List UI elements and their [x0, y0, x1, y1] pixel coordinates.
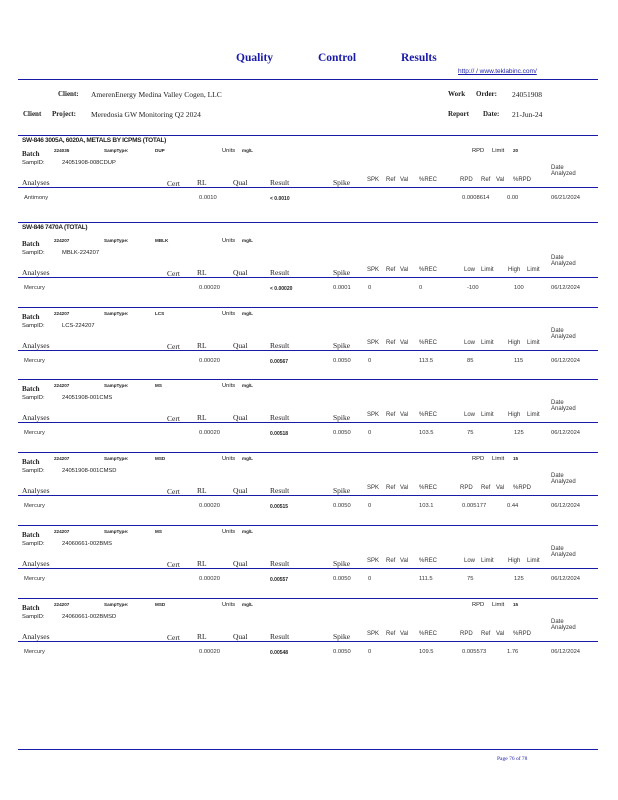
col-limit: Limit [481, 267, 494, 273]
col-val: Val [400, 412, 409, 418]
col-ref2: Ref [481, 485, 491, 491]
rec-value: 103.5 [419, 430, 434, 436]
samptype-value: MSD [155, 456, 166, 461]
col-qual: Qual [233, 341, 248, 350]
col-rec: %REC [419, 631, 438, 637]
col-spike: Spike [333, 413, 351, 422]
header-underline [18, 187, 598, 188]
low-limit-value: 75 [467, 576, 474, 582]
col-limit: Limit [481, 340, 494, 346]
header-underline [18, 350, 598, 351]
col-spk: SPK [367, 485, 380, 491]
col-limit-2: Limit [527, 558, 540, 564]
samptype-label: SampType: [104, 148, 129, 153]
date-analyzed: 06/12/2024 [551, 649, 581, 655]
block-rule [18, 307, 598, 308]
rec-value: 113.5 [419, 358, 434, 364]
sampid-value: 24060661-002BMSD [62, 614, 117, 620]
header-underline [18, 422, 598, 423]
col-cert: Cert [167, 179, 180, 188]
rpd-limit-word: Limit [492, 456, 505, 462]
header-underline [18, 568, 598, 569]
analyte: Mercury [24, 503, 45, 509]
col-val2: Val [496, 177, 505, 183]
col-rpd: RPD [460, 631, 473, 637]
col-rpd: RPD [460, 485, 473, 491]
batch-number: 224207 [54, 456, 70, 461]
col-rec: %REC [419, 558, 438, 564]
project-label-2: Project: [52, 110, 76, 118]
spk-ref-value: 0 [368, 430, 372, 436]
block-rule [18, 452, 598, 453]
col-analyzed: Analyzed [551, 406, 576, 412]
work-label-1: Work [448, 90, 466, 98]
col-spk: SPK [367, 267, 380, 273]
project-value: Meredosia GW Monitoring Q2 2024 [91, 110, 201, 119]
analyte: Mercury [24, 430, 45, 436]
spk-ref-value: 0 [368, 576, 372, 582]
col-spike: Spike [333, 486, 351, 495]
col-rec: %REC [419, 340, 438, 346]
batch-number: 224207 [54, 602, 70, 607]
work-label-2: Order: [476, 90, 497, 98]
batch-number: 224207 [54, 238, 70, 243]
col-val: Val [400, 267, 409, 273]
col-cert: Cert [167, 269, 180, 278]
batch-label: Batch [22, 458, 40, 466]
col-rl: RL [197, 632, 207, 641]
rec-value: 109.5 [419, 649, 434, 655]
col-analyses: Analyses [22, 413, 50, 422]
col-spk: SPK [367, 412, 380, 418]
samptype-label: SampType: [104, 529, 129, 534]
spk-ref-value: 0 [368, 503, 372, 509]
units-label: Units [222, 456, 236, 462]
col-val2: Val [496, 631, 505, 637]
col-ref: Ref [386, 267, 396, 273]
samptype-label: SampType: [104, 383, 129, 388]
rl-value: 0.00020 [199, 358, 220, 364]
col-rl: RL [197, 341, 207, 350]
rl-value: 0.00020 [199, 503, 220, 509]
rpd-limit-value: 20 [513, 148, 519, 153]
pct-rpd-value: 1.76 [507, 649, 519, 655]
date-analyzed: 06/12/2024 [551, 576, 581, 582]
page-title [236, 52, 459, 64]
samptype-label: SampType: [104, 602, 129, 607]
col-result: Result [270, 486, 290, 495]
result-value: 0.00548 [270, 650, 289, 656]
col-spk: SPK [367, 631, 380, 637]
col-spike: Spike [333, 178, 351, 187]
col-limit-2: Limit [527, 412, 540, 418]
rl-value: 0.00020 [199, 576, 220, 582]
col-spike: Spike [333, 559, 351, 568]
block-rule [18, 598, 598, 599]
batch-label: Batch [22, 240, 40, 248]
sampid-label: SampID: [22, 160, 45, 166]
col-val: Val [400, 485, 409, 491]
sampid-value: LCS-224207 [62, 323, 95, 329]
col-pct-rpd: %RPD [513, 485, 532, 491]
low-limit-value: 85 [467, 358, 474, 364]
footer-rule [18, 749, 598, 750]
col-result: Result [270, 341, 290, 350]
col-ref: Ref [386, 412, 396, 418]
sampid-label: SampID: [22, 323, 45, 329]
rl-value: 0.00020 [199, 649, 220, 655]
units-label: Units [222, 311, 236, 317]
col-ref2: Ref [481, 631, 491, 637]
rpd-limit-label: RPD [472, 456, 485, 462]
col-result: Result [270, 178, 290, 187]
col-date: Date [551, 546, 564, 552]
col-low: Low [464, 267, 476, 273]
sampid-value: MBLK-224207 [62, 250, 100, 256]
units-label: Units [222, 148, 236, 154]
col-date: Date [551, 165, 564, 171]
col-val2: Val [496, 485, 505, 491]
col-high: High [508, 558, 521, 564]
col-rl: RL [197, 559, 207, 568]
col-low: Low [464, 412, 476, 418]
lab-website-link[interactable]: http:// / www.teklabinc.com/ [458, 68, 537, 75]
col-date: Date [551, 255, 564, 261]
rpd-limit-value: 15 [513, 456, 519, 461]
samptype-value: LCS [155, 311, 165, 316]
col-date: Date [551, 619, 564, 625]
col-ref: Ref [386, 558, 396, 564]
col-spk: SPK [367, 558, 380, 564]
rec-value: 0 [419, 285, 423, 291]
high-limit-value: 125 [514, 430, 524, 436]
col-analyses: Analyses [22, 632, 50, 641]
rl-value: 0.0010 [199, 195, 217, 201]
batch-label: Batch [22, 604, 40, 612]
samptype-value: MSD [155, 602, 166, 607]
units-label: Units [222, 602, 236, 608]
col-rl: RL [197, 178, 207, 187]
col-val: Val [400, 558, 409, 564]
col-rec: %REC [419, 177, 438, 183]
col-analyzed: Analyzed [551, 261, 576, 267]
rpd-limit-label: RPD [472, 148, 485, 154]
col-date: Date [551, 473, 564, 479]
col-rec: %REC [419, 412, 438, 418]
analyte: Mercury [24, 285, 45, 291]
col-result: Result [270, 413, 290, 422]
units-value: mg/L [242, 456, 253, 461]
spike-value: 0.0050 [333, 649, 351, 655]
section-top-rule [18, 222, 598, 223]
units-value: mg/L [242, 238, 253, 243]
samptype-value: MBLK [155, 238, 169, 243]
report-label-2: Date: [483, 110, 500, 118]
batch-label: Batch [22, 531, 40, 539]
client-value: AmerenEnergy Medina Valley Cogen, LLC [91, 90, 222, 99]
col-qual: Qual [233, 413, 248, 422]
spk-ref-value: 0 [368, 285, 372, 291]
samptype-label: SampType: [104, 238, 129, 243]
header-underline [18, 277, 598, 278]
rpd-limit-word: Limit [492, 148, 505, 154]
units-label: Units [222, 529, 236, 535]
col-spike: Spike [333, 632, 351, 641]
col-rl: RL [197, 268, 207, 277]
col-analyzed: Analyzed [551, 171, 576, 177]
batch-number: 224207 [54, 383, 70, 388]
col-ref: Ref [386, 485, 396, 491]
col-analyses: Analyses [22, 178, 50, 187]
col-analyzed: Analyzed [551, 479, 576, 485]
page-number: Page 76 of 78 [497, 756, 528, 762]
header-underline [18, 641, 598, 642]
col-pct-rpd: %RPD [513, 631, 532, 637]
col-rpd: RPD [460, 177, 473, 183]
report-date-value: 21-Jun-24 [512, 110, 543, 119]
analyte: Mercury [24, 576, 45, 582]
rpd-limit-label: RPD [472, 602, 485, 608]
batch-number: 224207 [54, 311, 70, 316]
units-value: mg/L [242, 602, 253, 607]
col-val: Val [400, 340, 409, 346]
high-limit-value: 100 [514, 285, 524, 291]
high-limit-value: 125 [514, 576, 524, 582]
samptype-value: DUP [155, 148, 165, 153]
col-high: High [508, 340, 521, 346]
sampid-label: SampID: [22, 395, 45, 401]
result-value: 0.00567 [270, 359, 289, 365]
col-analyzed: Analyzed [551, 625, 576, 631]
rpd-ref-value: 0.005573 [462, 649, 487, 655]
rpd-ref-value: 0.0008614 [462, 195, 490, 201]
col-spike: Spike [333, 341, 351, 350]
col-ref: Ref [386, 177, 396, 183]
spike-value: 0.0050 [333, 430, 351, 436]
section-title: SW-846 7470A (TOTAL) [22, 224, 88, 231]
col-analyses: Analyses [22, 341, 50, 350]
date-analyzed: 06/12/2024 [551, 358, 581, 364]
col-high: High [508, 267, 521, 273]
samptype-value: MS [155, 383, 162, 388]
rpd-ref-value: 0.005177 [462, 503, 487, 509]
col-result: Result [270, 632, 290, 641]
col-limit: Limit [481, 558, 494, 564]
sampid-value: 24051908-008CDUP [62, 160, 116, 166]
sampid-label: SampID: [22, 250, 45, 256]
title-word: Results [400, 52, 437, 64]
header-underline [18, 495, 598, 496]
col-spk: SPK [367, 177, 380, 183]
units-value: mg/L [242, 311, 253, 316]
rl-value: 0.00020 [199, 430, 220, 436]
spk-ref-value: 0 [368, 649, 372, 655]
col-cert: Cert [167, 414, 180, 423]
col-qual: Qual [233, 178, 248, 187]
sampid-value: 24051908-001CMS [62, 395, 113, 401]
col-date: Date [551, 400, 564, 406]
spike-value: 0.0050 [333, 503, 351, 509]
section-title: SW-846 3005A, 6020A, METALS BY ICPMS (TOTAL) [22, 137, 167, 144]
batch-label: Batch [22, 385, 40, 393]
col-date: Date [551, 328, 564, 334]
col-low: Low [464, 340, 476, 346]
col-ref: Ref [386, 340, 396, 346]
units-value: mg/L [242, 383, 253, 388]
batch-number: 224035 [54, 148, 70, 153]
col-analyzed: Analyzed [551, 334, 576, 340]
pct-rpd-value: 0.00 [507, 195, 519, 201]
units-value: mg/L [242, 529, 253, 534]
col-spike: Spike [333, 268, 351, 277]
col-limit-2: Limit [527, 340, 540, 346]
units-value: mg/L [242, 148, 253, 153]
result-value: < 0.00020 [270, 286, 293, 292]
project-label-1: Client [23, 110, 42, 118]
rl-value: 0.00020 [199, 285, 220, 291]
analyte: Antimony [24, 195, 49, 201]
col-analyses: Analyses [22, 559, 50, 568]
sampid-value: 24051908-001CMSD [62, 468, 117, 474]
date-analyzed: 06/12/2024 [551, 430, 581, 436]
low-limit-value: 75 [467, 430, 474, 436]
block-rule [18, 525, 598, 526]
high-limit-value: 115 [514, 358, 524, 364]
col-ref: Ref [386, 631, 396, 637]
col-rec: %REC [419, 485, 438, 491]
result-value: 0.00518 [270, 431, 289, 437]
col-val: Val [400, 631, 409, 637]
col-ref2: Ref [481, 177, 491, 183]
samptype-label: SampType: [104, 311, 129, 316]
units-label: Units [222, 383, 236, 389]
date-analyzed: 06/21/2024 [551, 195, 581, 201]
col-rl: RL [197, 486, 207, 495]
analyte: Mercury [24, 358, 45, 364]
work-order-value: 24051908 [512, 90, 542, 99]
col-qual: Qual [233, 268, 248, 277]
client-label: Client: [58, 90, 79, 98]
col-result: Result [270, 559, 290, 568]
col-result: Result [270, 268, 290, 277]
title-word: Control [317, 52, 357, 64]
rec-value: 111.5 [419, 576, 433, 582]
samptype-label: SampType: [104, 456, 129, 461]
block-rule [18, 379, 598, 380]
col-rl: RL [197, 413, 207, 422]
col-qual: Qual [233, 632, 248, 641]
sampid-label: SampID: [22, 468, 45, 474]
batch-number: 224207 [54, 529, 70, 534]
batch-label: Batch [22, 150, 40, 158]
col-cert: Cert [167, 342, 180, 351]
units-label: Units [222, 238, 236, 244]
col-cert: Cert [167, 633, 180, 642]
sampid-label: SampID: [22, 541, 45, 547]
result-value: < 0.0010 [270, 196, 290, 202]
section-top-rule [18, 135, 598, 136]
pct-rpd-value: 0.44 [507, 503, 519, 509]
col-cert: Cert [167, 487, 180, 496]
title-word: Quality [236, 52, 274, 64]
col-limit-2: Limit [527, 267, 540, 273]
samptype-value: MS [155, 529, 162, 534]
result-value: 0.00557 [270, 577, 289, 583]
col-analyses: Analyses [22, 268, 50, 277]
sampid-value: 24060661-002BMS [62, 541, 112, 547]
batch-label: Batch [22, 313, 40, 321]
report-label-1: Report [448, 110, 469, 118]
date-analyzed: 06/12/2024 [551, 503, 581, 509]
analyte: Mercury [24, 649, 45, 655]
col-pct-rpd: %RPD [513, 177, 532, 183]
rec-value: 103.1 [419, 503, 434, 509]
sampid-label: SampID: [22, 614, 45, 620]
col-val: Val [400, 177, 409, 183]
rpd-limit-value: 15 [513, 602, 519, 607]
col-rec: %REC [419, 267, 438, 273]
spike-value: 0.0050 [333, 358, 351, 364]
date-analyzed: 06/12/2024 [551, 285, 581, 291]
rpd-limit-word: Limit [492, 602, 505, 608]
spike-value: 0.0050 [333, 576, 351, 582]
col-qual: Qual [233, 486, 248, 495]
result-value: 0.00515 [270, 504, 289, 510]
col-high: High [508, 412, 521, 418]
col-low: Low [464, 558, 476, 564]
col-analyses: Analyses [22, 486, 50, 495]
col-analyzed: Analyzed [551, 552, 576, 558]
col-spk: SPK [367, 340, 380, 346]
col-limit: Limit [481, 412, 494, 418]
col-qual: Qual [233, 559, 248, 568]
spike-value: 0.0001 [333, 285, 351, 291]
col-cert: Cert [167, 560, 180, 569]
low-limit-value: -100 [467, 285, 479, 291]
spk-ref-value: 0 [368, 358, 372, 364]
header-rule [18, 79, 598, 80]
